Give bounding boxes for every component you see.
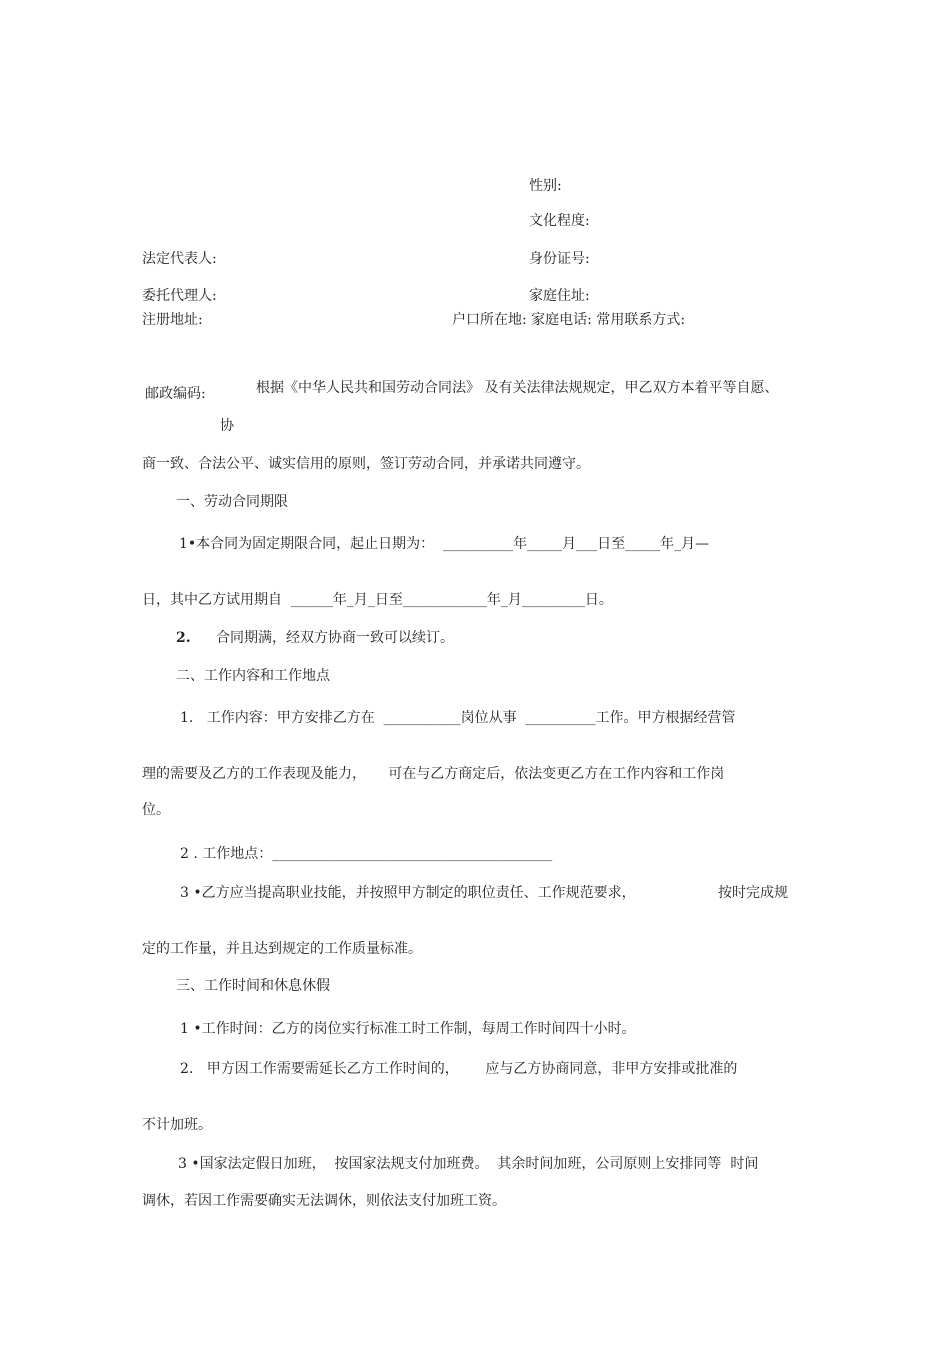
section2-item1-line1: 1. 工作内容：甲方安排乙方在 ___________岗位从事 __________工作。甲方根据经营管 [180,710,736,726]
section2-item3-line2: 定的工作量，并且达到规定的工作质量标准。 [142,941,422,957]
preamble-line1-tail: 协 [220,418,234,434]
section1-item2-number: 2. [176,630,191,646]
section3-item2-line2: 不计加班。 [142,1117,212,1133]
preamble-line2: 商一致、合法公平、诚实信用的原则，签订劳动合同，并承诺共同遵守。 [142,456,590,472]
postcode-label: 邮政编码: [145,386,206,402]
reg-address-label: 注册地址: [142,312,203,328]
section1-title: 一、劳动合同期限 [176,494,288,510]
agent-label: 委托代理人: [142,288,217,304]
section3-item3-line2: 调休，若因工作需要确实无法调休，则依法支付加班工资。 [142,1193,506,1209]
section2-item1-line2: 理的需要及乙方的工作表现及能力， 可在与乙方商定后，依法变更乙方在工作内容和工作岗 [142,766,725,782]
section1-item1-line2: 日，其中乙方试用期自 ______年_月_日至____________年_月_________日。 [142,592,613,608]
contact-line: 户口所在地: 家庭电话: 常用联系方式: [452,312,686,328]
section3-item1: 1 •工作时间：乙方的岗位实行标准工时工作制，每周工作时间四十小时。 [180,1021,636,1037]
gender-label: 性别: [529,178,562,194]
section2-item1-line3: 位。 [142,802,170,818]
section2-title: 二、工作内容和工作地点 [176,668,330,684]
section3-item3-line1: 3 •国家法定假日加班， 按国家法规支付加班费。 其余时间加班，公司原则上安排同等 时间 [178,1156,759,1172]
section3-item2-line1: 2. 甲方因工作需要需延长乙方工作时间的， 应与乙方协商同意，非甲方安排或批准的 [180,1061,738,1077]
education-label: 文化程度: [529,213,590,229]
home-address-label: 家庭住址: [529,288,590,304]
section2-item2: 2 . 工作地点：________________________________________ [180,846,553,862]
section2-item3-line1-tail: 按时完成规 [718,885,788,901]
id-number-label: 身份证号: [529,251,590,267]
section3-title: 三、工作时间和休息休假 [176,978,330,994]
section2-item3-line1: 3 •乙方应当提高职业技能，并按照甲方制定的职位责任、工作规范要求， [180,885,636,901]
preamble-line1: 根据《中华人民共和国劳动合同法》 及有关法律法规规定，甲乙双方本着平等自愿、 [256,380,779,396]
legal-rep-label: 法定代表人: [142,251,217,267]
section1-item1-line1: 1•本合同为固定期限合同，起止日期为： __________年_____月___日至_____年_月— [179,536,710,552]
section1-item2-text: 合同期满，经双方协商一致可以续订。 [216,630,454,646]
